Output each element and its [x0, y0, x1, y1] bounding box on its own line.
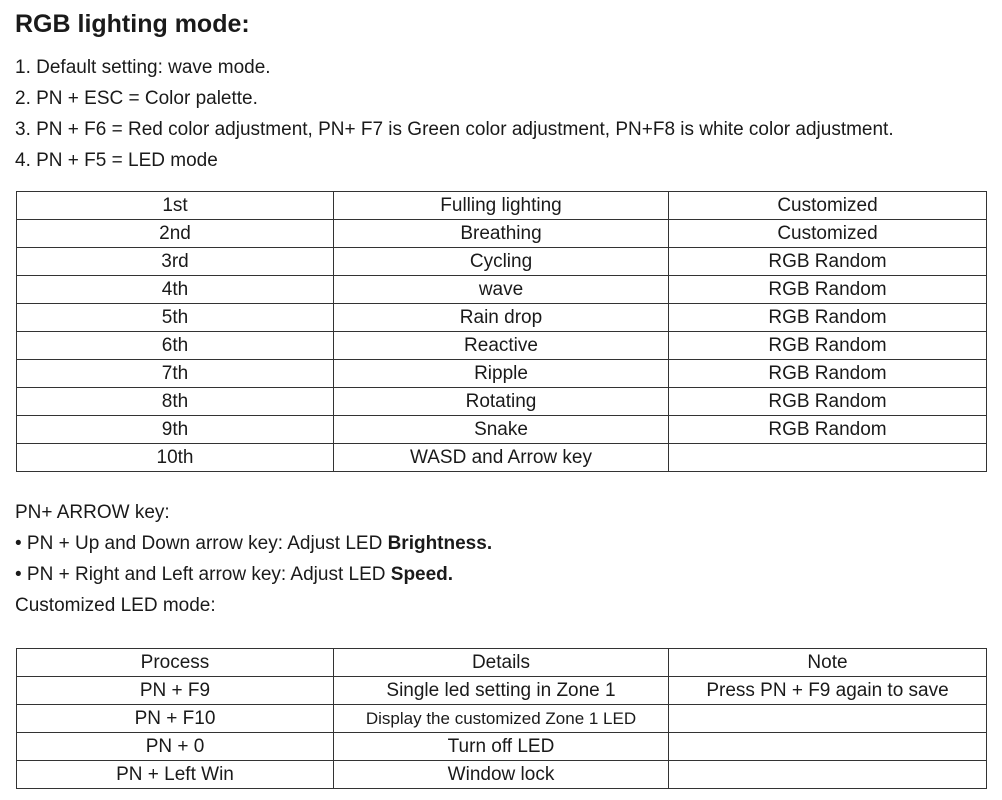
mode-color: RGB Random	[669, 304, 987, 332]
table-row	[17, 192, 987, 220]
mode-name: Fulling lighting	[334, 192, 669, 220]
speed-text: • PN + Right and Left arrow key: Adjust LED	[15, 564, 391, 585]
speed-emphasis: Speed.	[390, 564, 454, 585]
mode-color: Customized	[669, 220, 987, 248]
mode-order: 5th	[17, 304, 334, 332]
header-note: Note	[669, 649, 987, 677]
brightness-emphasis: Brightness.	[387, 533, 493, 554]
mode-name: Ripple	[334, 360, 669, 388]
customized-process-table	[16, 648, 987, 789]
mode-order: 2nd	[17, 220, 334, 248]
note-cell	[669, 705, 987, 733]
header-details: Details	[334, 649, 669, 677]
process-cell: PN + 0	[17, 733, 334, 761]
table-row	[17, 360, 987, 388]
mode-name: Reactive	[334, 332, 669, 360]
table-header-row	[17, 649, 987, 677]
mode-order: 7th	[17, 360, 334, 388]
speed-note	[15, 563, 453, 587]
mode-order: 3rd	[17, 248, 334, 276]
mode-color: RGB Random	[669, 416, 987, 444]
table-row	[17, 220, 987, 248]
table-row	[17, 677, 987, 705]
table-row	[17, 276, 987, 304]
page-title: RGB lighting mode:	[15, 10, 250, 38]
mode-name: Rain drop	[334, 304, 669, 332]
step-3: 3. PN + F6 = Red color adjustment, PN+ F7 is Green color adjustment, PN+F8 is white color adjustment.	[15, 119, 894, 140]
led-modes-table	[16, 191, 987, 472]
mode-name: wave	[334, 276, 669, 304]
mode-color: Customized	[669, 192, 987, 220]
table-row	[17, 705, 987, 733]
mode-color: RGB Random	[669, 360, 987, 388]
table-row	[17, 248, 987, 276]
process-cell: PN + Left Win	[17, 761, 334, 789]
table-row	[17, 388, 987, 416]
step-2: 2. PN + ESC = Color palette.	[15, 88, 258, 109]
customized-led-heading: Customized LED mode:	[15, 595, 216, 616]
mode-color: RGB Random	[669, 388, 987, 416]
table-row	[17, 416, 987, 444]
brightness-text: • PN + Up and Down arrow key: Adjust LED	[15, 533, 388, 554]
brightness-note	[15, 532, 492, 556]
arrow-key-heading: PN+ ARROW key:	[15, 502, 170, 523]
mode-order: 1st	[17, 192, 334, 220]
mode-color: RGB Random	[669, 248, 987, 276]
table-row	[17, 304, 987, 332]
mode-order: 9th	[17, 416, 334, 444]
mode-order: 4th	[17, 276, 334, 304]
process-cell: PN + F10	[17, 705, 334, 733]
details-cell: Turn off LED	[334, 733, 669, 761]
table-row	[17, 761, 987, 789]
mode-order: 10th	[17, 444, 334, 472]
note-cell	[669, 761, 987, 789]
mode-color: RGB Random	[669, 276, 987, 304]
table-row	[17, 733, 987, 761]
process-cell: PN + F9	[17, 677, 334, 705]
mode-order: 6th	[17, 332, 334, 360]
step-1: 1. Default setting: wave mode.	[15, 57, 271, 78]
note-cell	[669, 733, 987, 761]
mode-color: RGB Random	[669, 332, 987, 360]
mode-name: Cycling	[334, 248, 669, 276]
mode-name: Breathing	[334, 220, 669, 248]
mode-name: Snake	[334, 416, 669, 444]
header-process: Process	[17, 649, 334, 677]
details-cell: Display the customized Zone 1 LED	[334, 705, 669, 733]
details-cell: Window lock	[334, 761, 669, 789]
details-cell: Single led setting in Zone 1	[334, 677, 669, 705]
mode-name: Rotating	[334, 388, 669, 416]
table-row	[17, 332, 987, 360]
note-cell: Press PN + F9 again to save	[669, 677, 987, 705]
mode-color	[669, 444, 987, 472]
step-4: 4. PN + F5 = LED mode	[15, 150, 218, 171]
mode-name: WASD and Arrow key	[334, 444, 669, 472]
table-row	[17, 444, 987, 472]
mode-order: 8th	[17, 388, 334, 416]
